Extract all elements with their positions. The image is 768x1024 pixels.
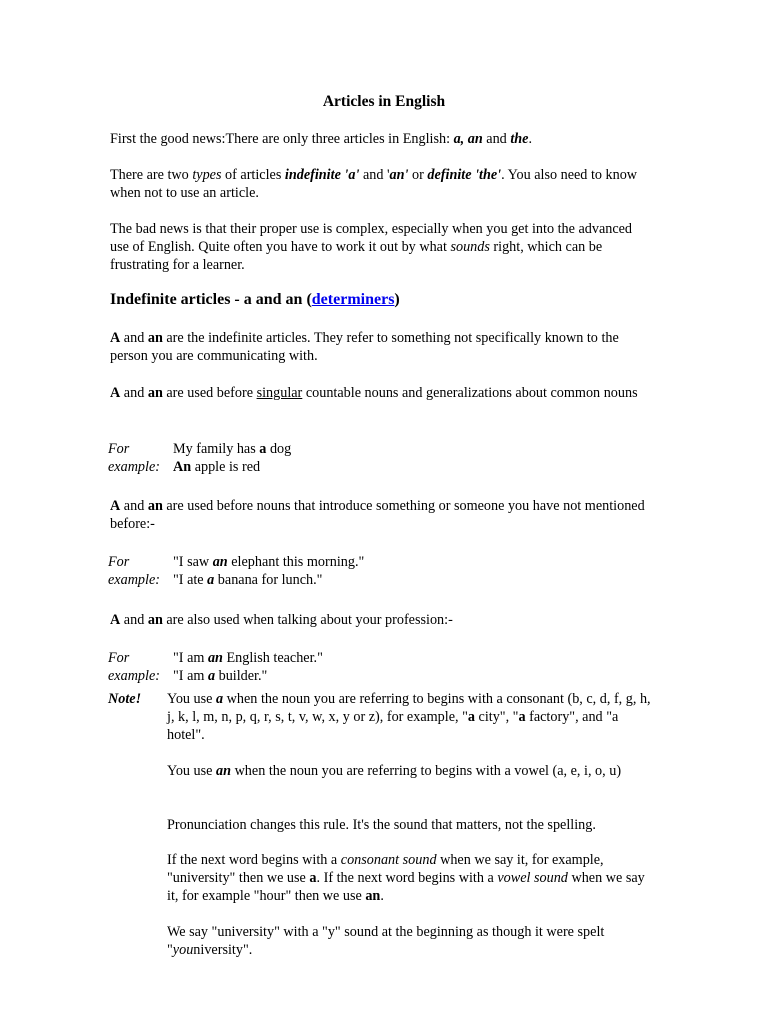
intro-paragraph-bad-news: The bad news is that their proper use is complex, especially when you get into the advanced use of English. Quite often you have to work it out by what sounds right, which can be frustrating for a learner. (110, 221, 633, 273)
example-line: My family has a dog (173, 441, 292, 457)
paragraph-profession: A and an are also used when talking about your profession:- (110, 612, 453, 628)
page-title: Articles in English (322, 93, 446, 110)
example-line: "I am an English teacher." (173, 650, 323, 666)
example-line: "I saw an elephant this morning." (173, 554, 365, 570)
intro-paragraph-types: There are two types of articles indefinite 'a' and 'an' or definite 'the'. You also need to know when not to use an article. (110, 167, 638, 201)
paragraph-new-nouns: A and an are used before nouns that introduce something or someone you have not mentioned before:- (110, 498, 645, 532)
paragraph-indefinite-articles: A and an are the indefinite articles. They refer to something not specifically known to the person you are communicating with. (110, 330, 619, 364)
note-paragraph-vowel: You use an when the noun you are referring to begins with a vowel (a, e, i, o, u) (167, 763, 622, 779)
example-label-example: example: (108, 459, 160, 475)
example-line: An apple is red (173, 459, 261, 475)
example-label-example: example: (108, 668, 160, 684)
example-label-example: example: (108, 572, 160, 588)
note-paragraph-pronunciation: Pronunciation changes this rule. It's the sound that matters, not the spelling. (167, 817, 596, 833)
paragraph-singular-nouns: A and an are used before singular countable nouns and generalizations about common nouns (110, 385, 638, 401)
example-line: "I ate a banana for lunch." (173, 572, 323, 588)
determiners-link[interactable]: determiners (311, 291, 395, 308)
note-label: Note! (108, 691, 142, 707)
section-heading-indefinite-articles: Indefinite articles - a and an (determiners) (110, 291, 400, 308)
example-line: "I am a builder." (173, 668, 268, 684)
example-label-for: For (108, 650, 130, 666)
example-label-for: For (108, 441, 130, 457)
note-paragraph-sound: If the next word begins with a consonant sound when we say it, for example, "university" then we use a. If the next word begins with a vowel sound when we say it, for example "hour" then we use an. (167, 852, 645, 904)
note-paragraph-consonant: You use a when the noun you are referring to begins with a consonant (b, c, d, f, g, h, j, k, l, m, n, p, q, r, s, t, v, w, x, y or z), for example, "a city", "a factory", and "a hotel". (167, 691, 651, 743)
note-paragraph-university: We say "university" with a "y" sound at the beginning as though it were spelt "youniversity". (167, 924, 605, 958)
intro-paragraph-good-news: First the good news:There are only three articles in English: a, an and the. (110, 131, 533, 147)
example-label-for: For (108, 554, 130, 570)
